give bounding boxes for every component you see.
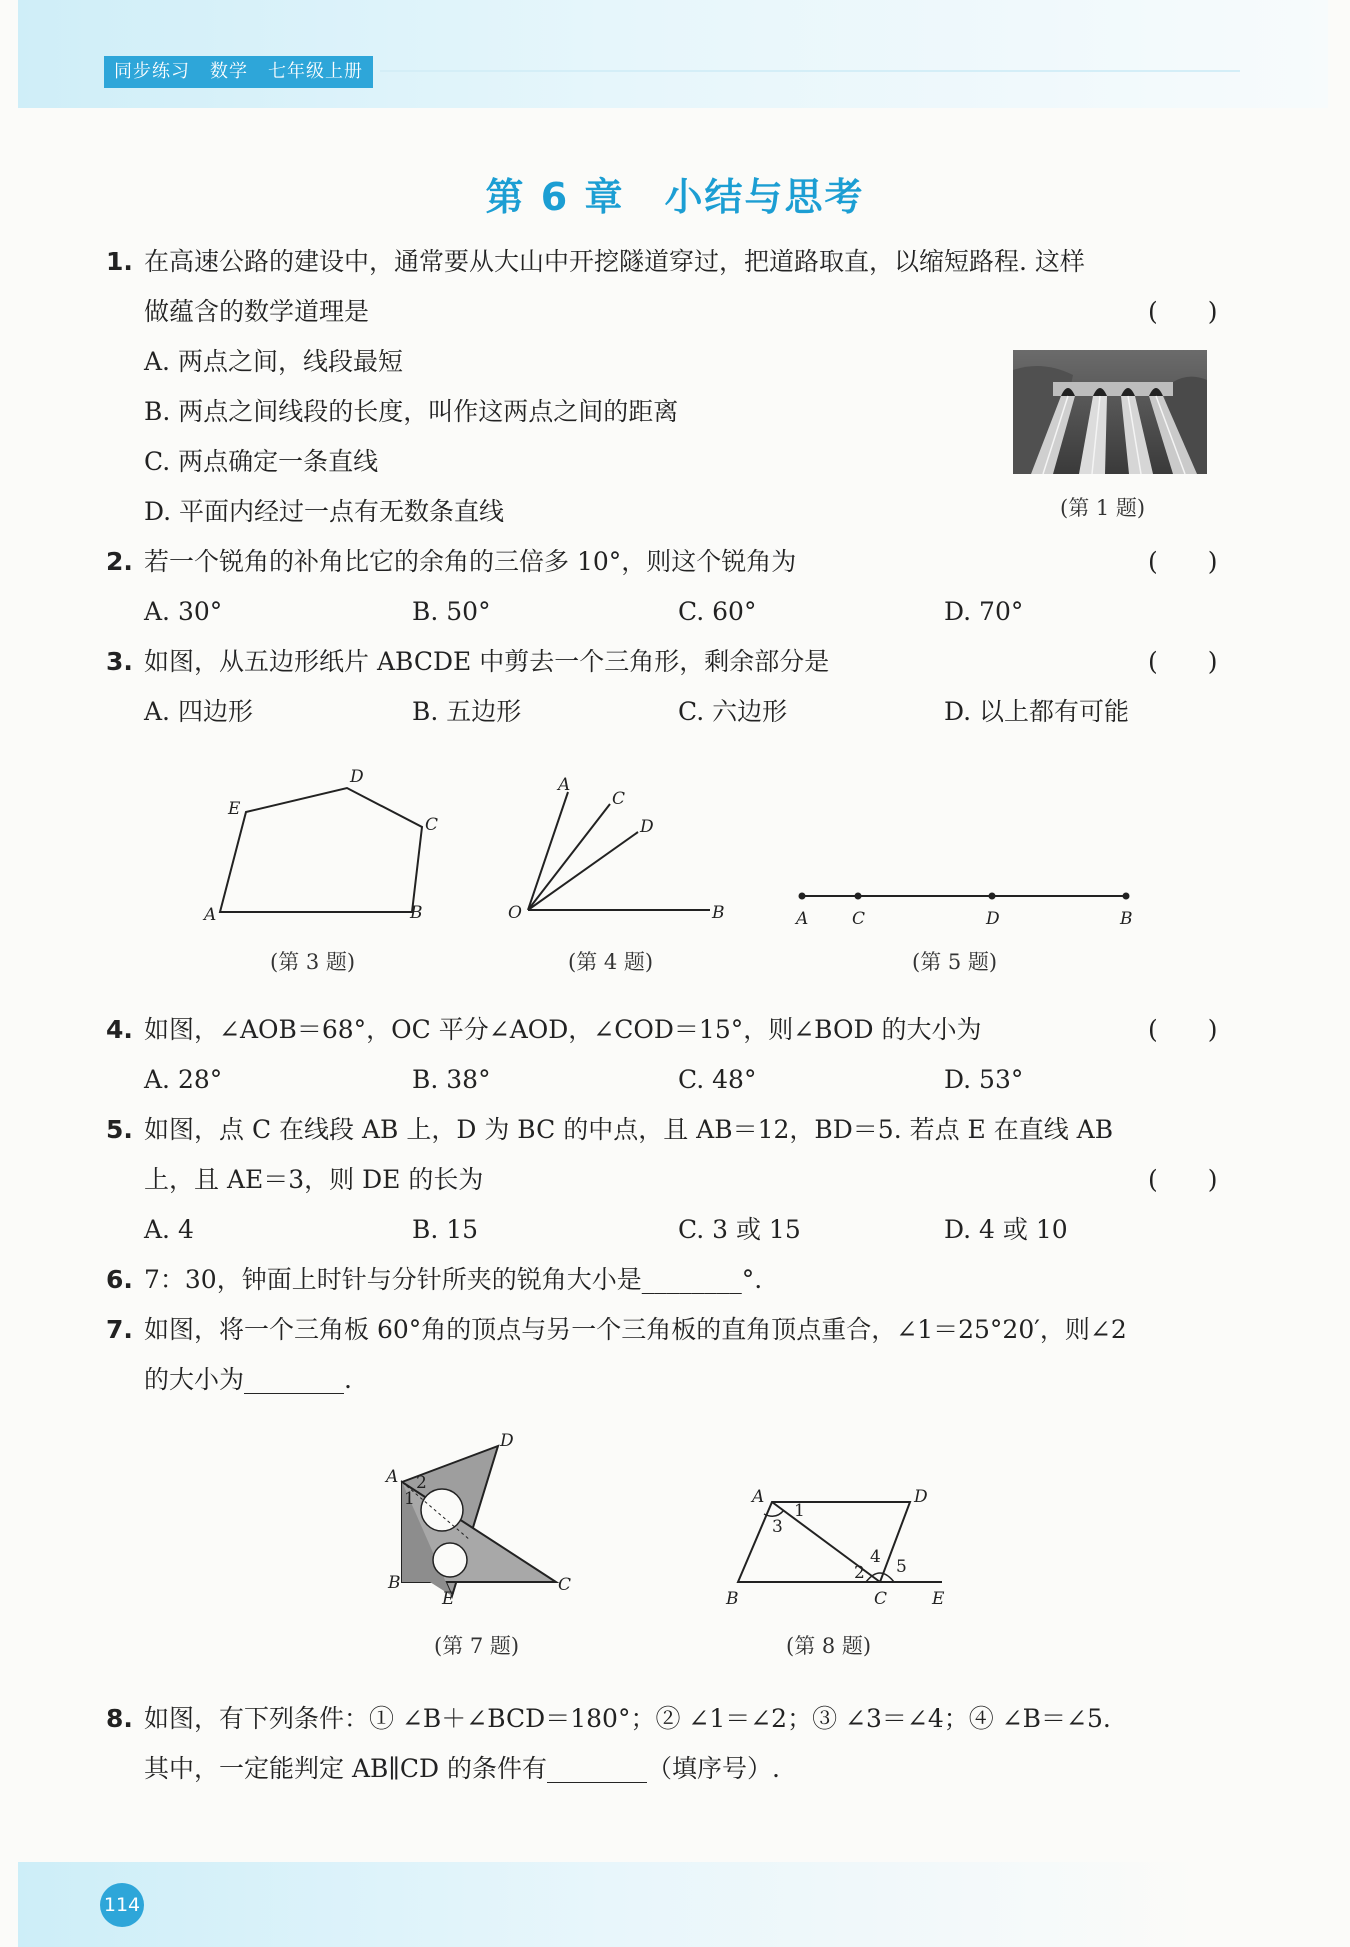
header-subject: 数学 [210, 61, 248, 82]
q1-text-line1: 在高速公路的建设中，通常要从大山中开挖隧道穿过，把道路取直，以缩短路程. 这样 [144, 247, 1085, 276]
fig8-angle-3: 3 [772, 1517, 783, 1537]
q4-answer-paren: ( ) [1148, 1015, 1218, 1044]
q6-number: 6. [106, 1265, 133, 1294]
q1-option-b: B. 两点之间线段的长度，叫作这两点之间的距离 [144, 397, 679, 426]
q7-text-line2: 的大小为________. [144, 1365, 352, 1394]
fig4-label-o: O [508, 903, 522, 923]
page-title: 第 6 章 小结与思考 [485, 175, 865, 219]
fig7-label-a: A [386, 1467, 399, 1487]
fig7-triangle-boards [380, 1430, 600, 1605]
fig7-label-c: C [558, 1575, 572, 1595]
header-book: 同步练习 [114, 61, 190, 82]
fig5-segment [790, 880, 1140, 930]
q5-text-line2: 上，且 AE＝3，则 DE 的长为 [144, 1165, 484, 1194]
fig4-ray-od [528, 832, 638, 910]
q8-text-line1: 如图，有下列条件：① ∠B＋∠BCD＝180°；② ∠1＝∠2；③ ∠3＝∠4；④ ∠B＝∠5. [144, 1704, 1111, 1733]
fig4-label-c: C [612, 789, 626, 809]
q5-text-line1: 如图，点 C 在线段 AB 上，D 为 BC 的中点，且 AB＝12，BD＝5. 若点 E 在直线 AB [144, 1115, 1114, 1144]
fig5-label-b: B [1120, 909, 1133, 929]
fig5-point-c [855, 893, 862, 900]
q4-option-a: A. 28° [144, 1065, 223, 1094]
fig8-label-a: A [752, 1487, 765, 1507]
q8-text-line2: 其中，一定能判定 AB∥CD 的条件有________（填序号）. [144, 1754, 780, 1783]
fig4-label-d: D [640, 817, 654, 837]
fig8-parallelogram [720, 1480, 960, 1610]
page-number: 114 [100, 1883, 144, 1927]
fig5-point-b [1123, 893, 1130, 900]
q3-option-c: C. 六边形 [678, 697, 788, 726]
q5-option-c: C. 3 或 15 [678, 1215, 801, 1244]
fig5-label-a: A [796, 909, 809, 929]
fig4-label-a: A [558, 775, 571, 795]
fig7-label-d: D [500, 1431, 514, 1451]
fig3-pentagon [200, 760, 460, 930]
fig5-label-d: D [986, 909, 1000, 929]
q8-number: 8. [106, 1704, 133, 1733]
fig3-caption: (第 3 题) [270, 950, 356, 974]
q7-text-line1: 如图，将一个三角板 60°角的顶点与另一个三角板的直角顶点重合，∠1＝25°20′，则∠2 [144, 1315, 1127, 1344]
fig7-angle-2: 2 [416, 1473, 427, 1493]
fig5-caption: (第 5 题) [912, 950, 998, 974]
top-band-line [380, 70, 1240, 72]
fig3-pentagon-shape [220, 788, 422, 912]
fig3-label-c: C [425, 815, 439, 835]
fig7-caption: (第 7 题) [434, 1634, 520, 1658]
q3-option-a: A. 四边形 [144, 697, 253, 726]
q5-option-b: B. 15 [412, 1215, 479, 1244]
q2-option-b: B. 50° [412, 597, 491, 626]
fig3-label-a: A [204, 905, 217, 925]
q1-option-c: C. 两点确定一条直线 [144, 447, 379, 476]
q3-option-b: B. 五边形 [412, 697, 522, 726]
q5-number: 5. [106, 1115, 133, 1144]
fig5-point-a [799, 893, 806, 900]
fig4-label-b: B [712, 903, 725, 923]
q2-option-c: C. 60° [678, 597, 757, 626]
q4-option-b: B. 38° [412, 1065, 491, 1094]
header-grade: 七年级上册 [268, 61, 363, 82]
q3-number: 3. [106, 647, 133, 676]
fig4-angles [500, 770, 740, 930]
q5-answer-paren: ( ) [1148, 1165, 1218, 1194]
fig8-label-d: D [914, 1487, 928, 1507]
fig8-angle-1: 1 [794, 1501, 805, 1521]
fig7-hole-2 [433, 1543, 467, 1577]
q2-option-a: A. 30° [144, 597, 223, 626]
fig3-label-b: B [410, 903, 423, 923]
q7-number: 7. [106, 1315, 133, 1344]
q1-text-line2: 做蕴含的数学道理是 [144, 297, 370, 326]
fig3-label-d: D [350, 767, 364, 787]
top-band [18, 0, 1328, 108]
fig7-label-b: B [388, 1573, 401, 1593]
q2-number: 2. [106, 547, 133, 576]
q3-text-line1: 如图，从五边形纸片 ABCDE 中剪去一个三角形，剩余部分是 [144, 647, 830, 676]
q6-text-line1: 7：30，钟面上时针与分针所夹的锐角大小是________°. [144, 1265, 763, 1294]
q1-number: 1. [106, 247, 133, 276]
q3-answer-paren: ( ) [1148, 647, 1218, 676]
fig8-angle-2: 2 [854, 1563, 865, 1583]
fig8-angle-4: 4 [870, 1547, 881, 1567]
q1-option-a: A. 两点之间，线段最短 [144, 347, 403, 376]
fig5-point-d [989, 893, 996, 900]
header-tag [104, 56, 373, 88]
fig7-angle-1: 1 [404, 1489, 415, 1509]
q4-number: 4. [106, 1015, 133, 1044]
fig7-label-e: E [442, 1589, 455, 1605]
fig8-caption: (第 8 题) [786, 1634, 872, 1658]
bottom-band [18, 1862, 1328, 1947]
fig4-ray-oa [528, 792, 568, 910]
fig8-trapezoid [738, 1502, 910, 1582]
fig8-label-e: E [932, 1589, 945, 1609]
fig8-angle-5: 5 [896, 1557, 907, 1577]
q3-option-d: D. 以上都有可能 [944, 697, 1130, 726]
q5-option-d: D. 4 或 10 [944, 1215, 1068, 1244]
fig7-hole-1 [421, 1489, 463, 1531]
fig4-ray-oc [528, 804, 610, 910]
q1-figure-caption: (第 1 题) [1060, 496, 1146, 520]
fig5-label-c: C [852, 909, 866, 929]
q1-option-d: D. 平面内经过一点有无数条直线 [144, 497, 505, 526]
fig4-caption: (第 4 题) [568, 950, 654, 974]
q4-option-c: C. 48° [678, 1065, 757, 1094]
q2-option-d: D. 70° [944, 597, 1024, 626]
q1-answer-paren: ( ) [1148, 297, 1218, 326]
q2-answer-paren: ( ) [1148, 547, 1218, 576]
q4-text-line1: 如图，∠AOB＝68°，OC 平分∠AOD，∠COD＝15°，则∠BOD 的大小为 [144, 1015, 982, 1044]
fig8-label-b: B [726, 1589, 739, 1609]
q2-text-line1: 若一个锐角的补角比它的余角的三倍多 10°，则这个锐角为 [144, 547, 797, 576]
fig8-label-c: C [874, 1589, 888, 1609]
q4-option-d: D. 53° [944, 1065, 1024, 1094]
q1-tunnel-photo [1013, 350, 1207, 474]
q5-option-a: A. 4 [144, 1215, 194, 1244]
fig3-label-e: E [228, 799, 241, 819]
